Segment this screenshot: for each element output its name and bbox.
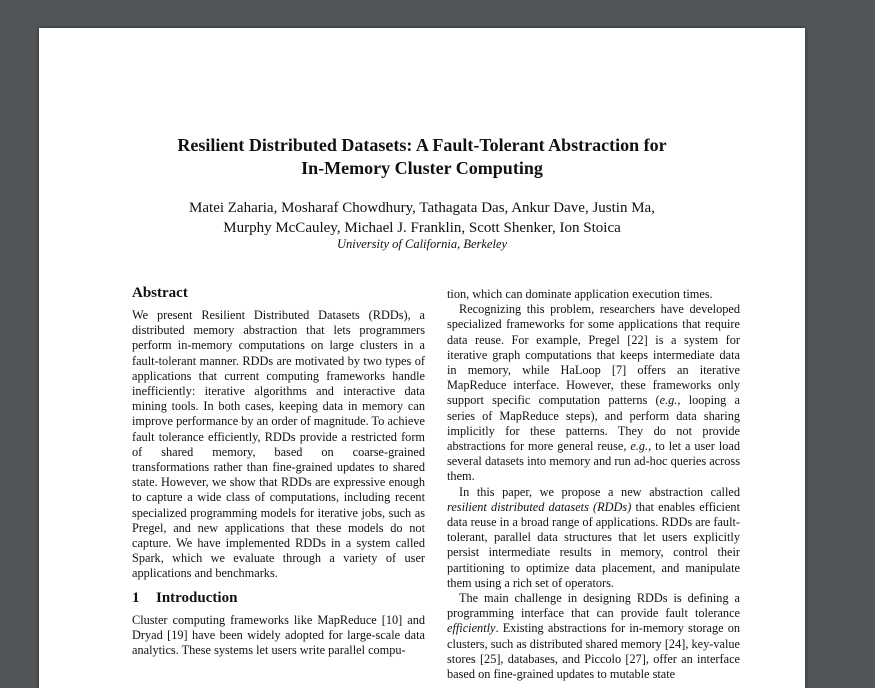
p4-part-a: The main challenge in designing RDDs is defining a programming interface that can provide fault tolerance: [447, 591, 740, 621]
paragraph-4: [447, 591, 740, 682]
p3-emphasis: resilient distributed datasets (RDDs): [447, 499, 632, 514]
p4-part-b: . Existing abstractions for in-memory storage on clusters, such as distributed shared memory [24], key-value stores [25], databases, and Piccolo [27], offer an interface based on fine-grained updates to mutable state: [447, 621, 740, 682]
section-title: Introduction: [156, 589, 238, 606]
pdf-page: [39, 28, 805, 688]
p3-part-b: that enables efficient data reuse in a broad range of applications. RDDs are fault-tolerant, parallel data structures that let users explicitly persist intermediate results in memory, control their partitioning to optimize data placement, and manipulate them using a rich set of operators.: [447, 499, 740, 590]
p2-part-b: looping a series of MapReduce steps), and perform data sharing implicitly for these patterns. They do not provide abstractions for more general reuse,: [447, 393, 740, 454]
p4-emphasis: efficiently: [447, 621, 496, 636]
p2-eg-2: e.g.,: [630, 439, 652, 454]
p2-part-a: Recognizing this problem, researchers have developed specialized frameworks for some applications that require data reuse. For example, Pregel [22] is a system for iterative graph computations that keeps intermediate data in memory, while HaLoop [7] offers an iterative MapReduce interface. However, these frameworks only support specific computation patterns (: [447, 302, 740, 408]
p2-part-c: to let a user load several datasets into memory and run ad-hoc queries across them.: [447, 439, 740, 484]
paragraph-2: [447, 302, 740, 484]
authors-line-1: Matei Zaharia, Mosharaf Chowdhury, Tathagata Das, Ankur Dave, Justin Ma,: [189, 200, 655, 216]
introduction-heading: [132, 589, 425, 607]
abstract-heading: Abstract: [132, 285, 188, 301]
section-number: 1: [132, 589, 140, 606]
paper-title: [39, 134, 805, 180]
affiliation: University of California, Berkeley: [336, 237, 508, 251]
title-line-1: Resilient Distributed Datasets: A Fault-Tolerant Abstraction for: [177, 135, 667, 155]
paragraph-3: [447, 485, 740, 591]
authors-line-2: Murphy McCauley, Michael J. Franklin, Scott Shenker, Ion Stoica: [223, 220, 621, 236]
paragraph-1: tion, which can dominate application execution times.: [447, 287, 713, 301]
title-line-2: In-Memory Cluster Computing: [301, 158, 543, 178]
left-column: [132, 284, 425, 658]
author-list: [39, 198, 805, 238]
introduction-text: Cluster computing frameworks like MapReduce [10] and Dryad [19] have been widely adopted for large-scale data analytics. These systems let users write parallel compu-: [132, 612, 425, 658]
p3-part-a: In this paper, we propose a new abstraction called: [459, 484, 740, 499]
abstract-text: We present Resilient Distributed Datasets (RDDs), a distributed memory abstraction that lets programmers perform in-memory computations on large clusters in a fault-tolerant manner. RDDs are motivated by two types of applications that current computing frameworks handle inefficiently: iterative algorithms and interactive data mining tools. In both cases, keeping data in memory can improve performance by an order of magnitude. To achieve fault tolerance efficiently, RDDs provide a restricted form of shared memory, based on coarse-grained transformations rather than fine-grained updates to shared state. However, we show that RDDs are expressive enough to capture a wide class of computations, including recent specialized programming models for iterative jobs, such as Pregel, and new applications that these models do not capture. We have implemented RDDs in a system called Spark, which we evaluate through a variety of user applications and benchmarks.: [132, 308, 425, 581]
right-column: [447, 287, 740, 682]
p2-eg-1: e.g.,: [659, 393, 681, 408]
